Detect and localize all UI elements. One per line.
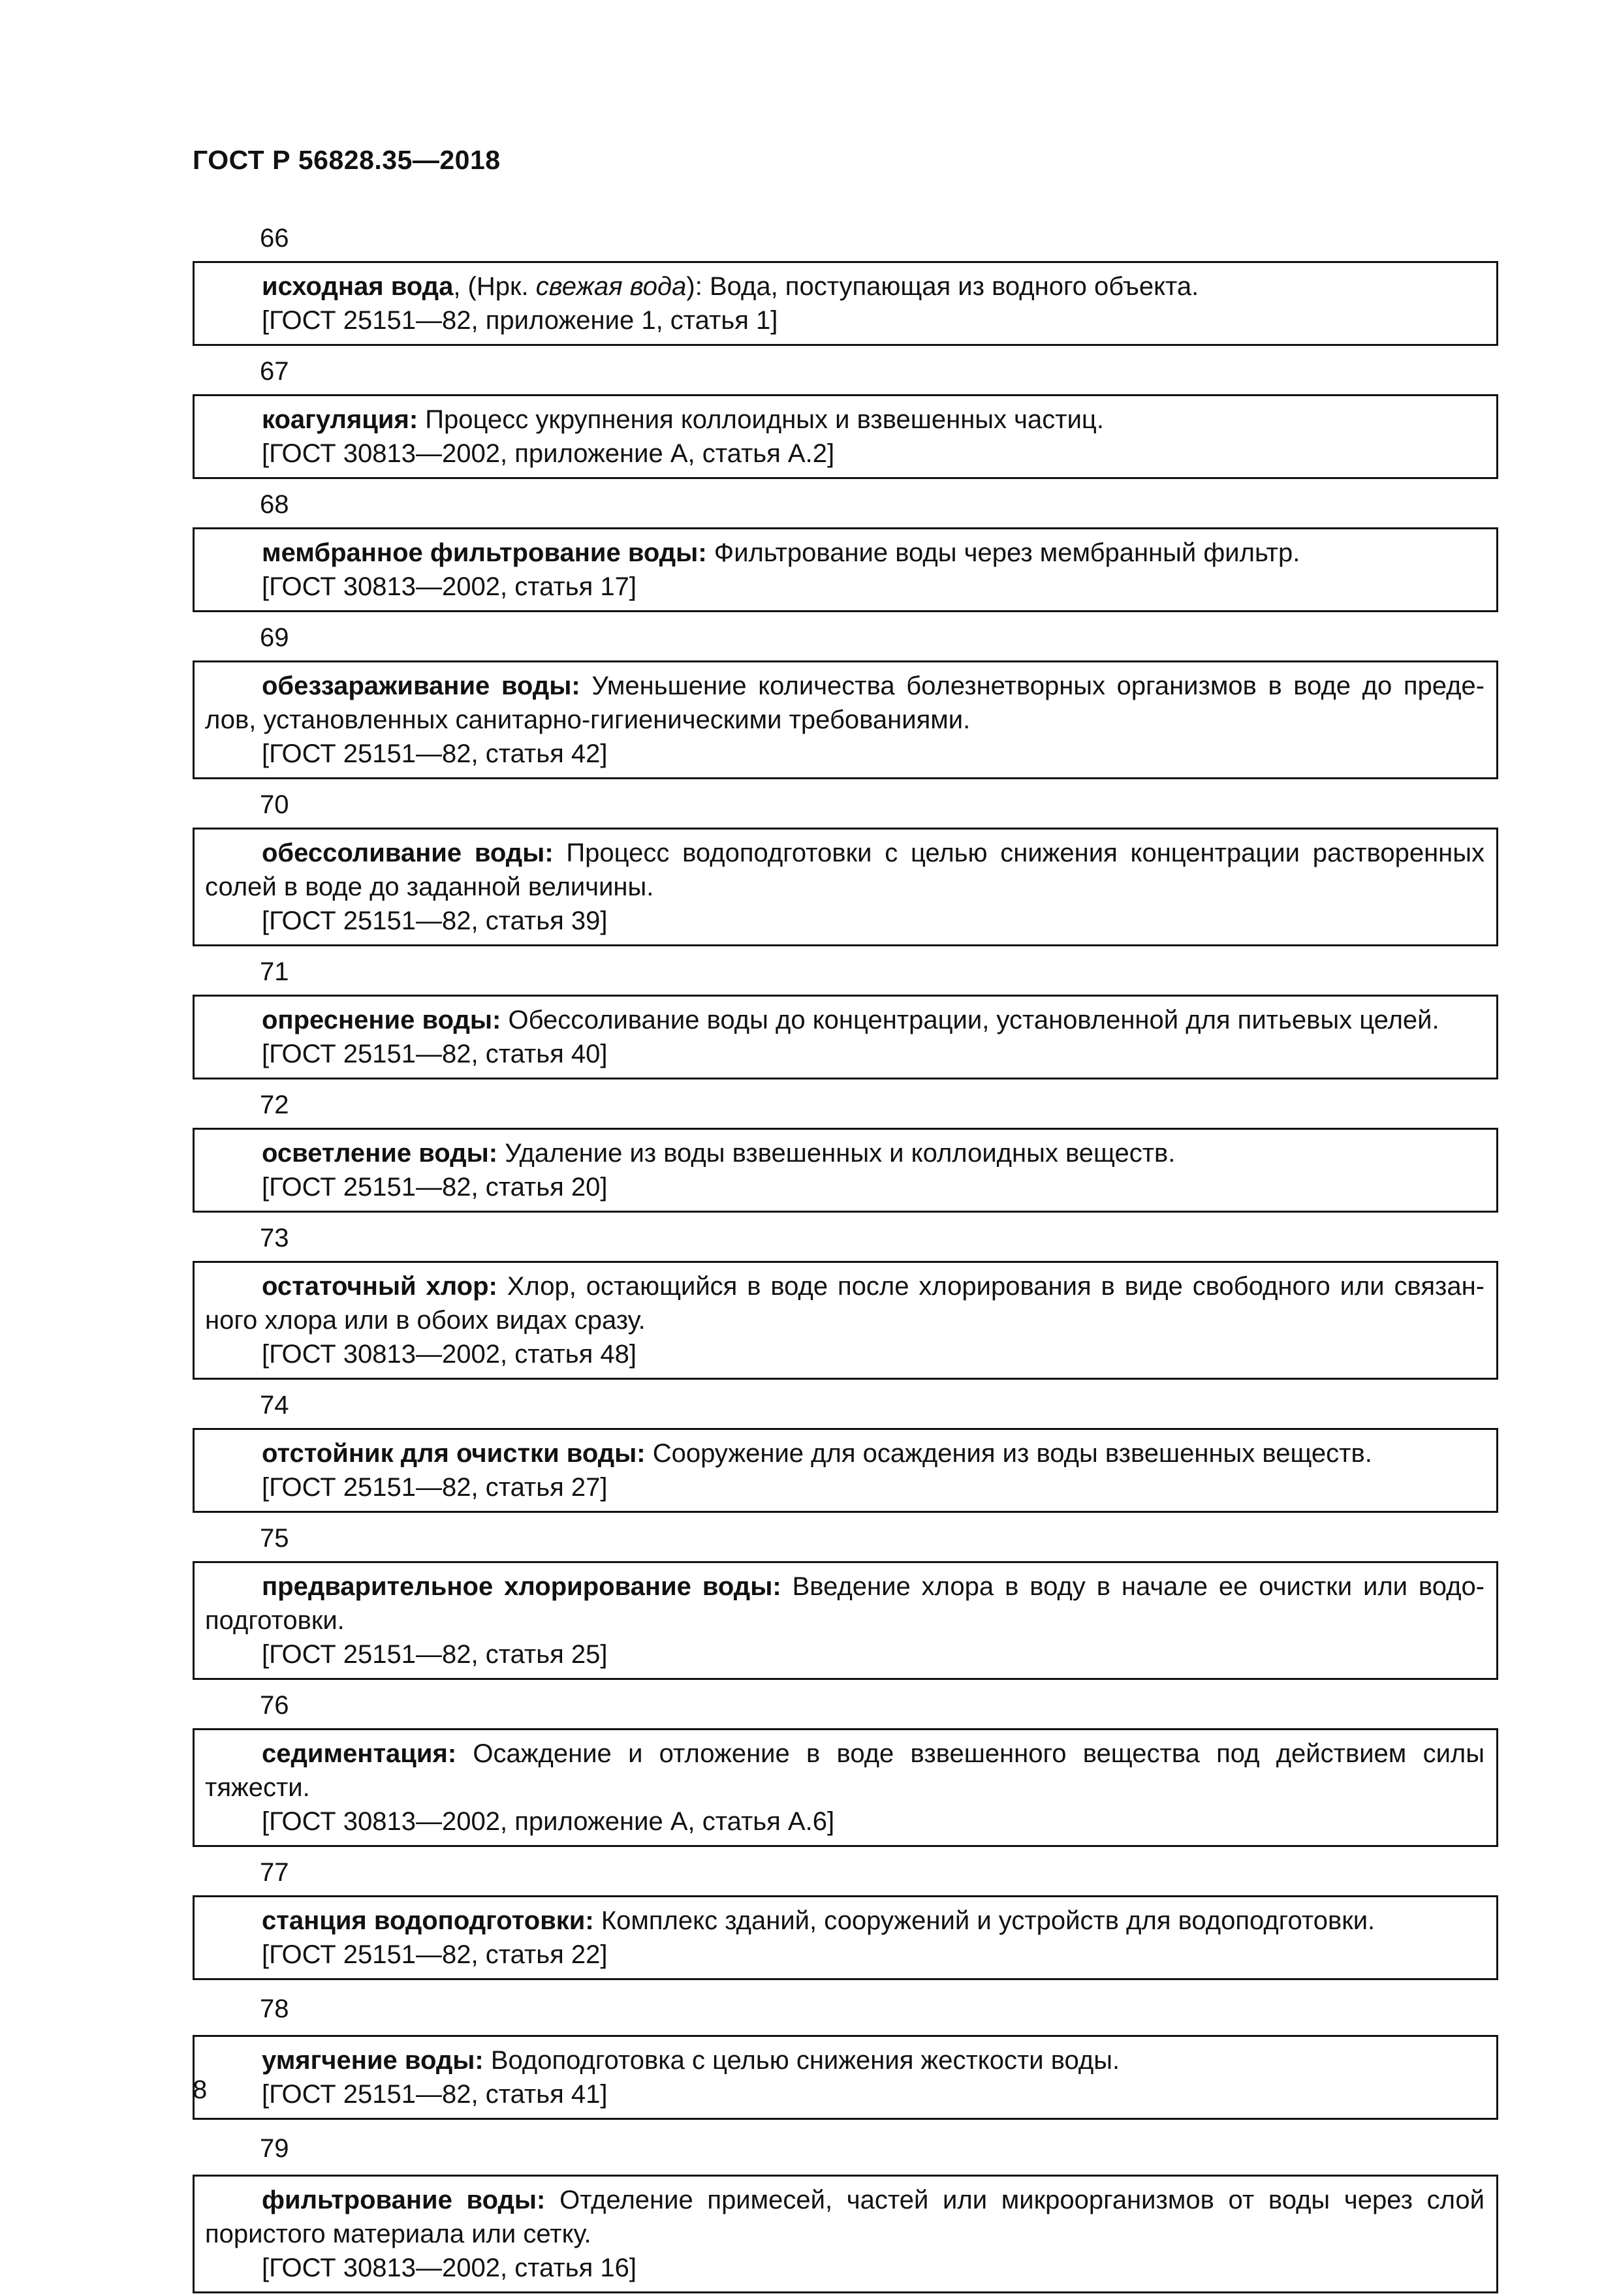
term-number: 74 [260, 1391, 289, 1419]
term-source: [ГОСТ 30813—2002, статья 16] [262, 2254, 637, 2282]
term-definition-box [193, 2035, 1498, 2120]
term-entry [193, 615, 1498, 779]
term-name: обессоливание воды: [262, 839, 554, 867]
term-entry [193, 782, 1498, 946]
term-definition-box [193, 995, 1498, 1079]
term-definition: обеззараживание воды: Уменьшение количества болезнетворных организмов в воде до преде-лов, установленных санитарно-гигиеническими требованиями. [205, 672, 1485, 734]
term-source: [ГОСТ 25151—82, приложение 1, статья 1] [262, 306, 778, 335]
term-entry [193, 1983, 1498, 2120]
term-entry [193, 1215, 1498, 1380]
term-source: [ГОСТ 25151—82, статья 20] [262, 1173, 608, 1202]
term-entry [193, 2122, 1498, 2293]
term-source: [ГОСТ 25151—82, статья 22] [262, 1940, 608, 1969]
term-number: 79 [260, 2134, 289, 2163]
term-definition-box [193, 1728, 1498, 1847]
term-number: 77 [260, 1858, 289, 1887]
term-name: обеззараживание воды: [262, 672, 580, 700]
term-source: [ГОСТ 25151—82, статья 27] [262, 1473, 608, 1502]
term-definition: седиментация: Осаждение и отложение в воде взвешенного вещества под действием силы тяжести. [205, 1739, 1485, 1802]
term-definition-box [193, 2175, 1498, 2293]
term-name: коагуляция: [262, 405, 418, 434]
term-name: умягчение воды: [262, 2046, 484, 2075]
term-entry [193, 1850, 1498, 1980]
term-source: [ГОСТ 25151—82, статья 40] [262, 1040, 608, 1068]
term-definition-box [193, 1428, 1498, 1513]
term-name: предварительное хлорирование воды: [262, 1572, 781, 1601]
term-definition: опреснение воды: Обессоливание воды до концентрации, установленной для питьевых целей. [262, 1006, 1439, 1034]
term-definition: исходная вода, (Нрк. свежая вода): Вода, поступающая из водного объекта. [262, 272, 1199, 301]
term-entry [193, 1382, 1498, 1513]
term-number: 68 [260, 490, 289, 519]
deprecated-term: свежая вода [535, 272, 687, 301]
term-definition: умягчение воды: Водоподготовка с целью снижения жесткости воды. [262, 2046, 1120, 2075]
term-name: отстойник для очистки воды: [262, 1439, 646, 1468]
term-definition-box [193, 660, 1498, 779]
term-source: [ГОСТ 25151—82, статья 25] [262, 1640, 608, 1669]
term-number: 75 [260, 1524, 289, 1553]
term-definition-box [193, 394, 1498, 479]
term-source: [ГОСТ 30813—2002, приложение А, статья А.6] [262, 1807, 835, 1836]
term-name: опреснение воды: [262, 1006, 501, 1034]
term-number: 73 [260, 1224, 289, 1252]
term-entry [193, 215, 1498, 346]
term-definition-box [193, 1561, 1498, 1680]
term-entry [193, 1515, 1498, 1680]
term-entry [193, 1082, 1498, 1213]
term-definition: фильтрование воды: Отделение примесей, частей или микроорганизмов от воды через слой пористого материала или сетку. [205, 2186, 1485, 2248]
term-definition: остаточный хлор: Хлор, остающийся в воде после хлорирования в виде свободного или связан-ного хлора или в обоих видах сразу. [205, 1272, 1485, 1335]
term-definition-box [193, 828, 1498, 946]
term-definition-box [193, 1261, 1498, 1380]
term-definition-box [193, 527, 1498, 612]
term-source: [ГОСТ 30813—2002, статья 48] [262, 1340, 637, 1369]
term-number: 72 [260, 1091, 289, 1119]
term-source: [ГОСТ 25151—82, статья 39] [262, 907, 608, 935]
term-number: 70 [260, 790, 289, 819]
term-definition-box [193, 1895, 1498, 1980]
term-definition-box [193, 1128, 1498, 1213]
term-number: 66 [260, 224, 289, 253]
term-number: 76 [260, 1691, 289, 1720]
term-definition: предварительное хлорирование воды: Введение хлора в воду в начале ее очистки или водо-подготовки. [205, 1572, 1485, 1635]
term-name: фильтрование воды: [262, 2186, 546, 2214]
term-name: мембранное фильтрование воды: [262, 538, 707, 567]
term-number: 71 [260, 957, 289, 986]
term-entry [193, 949, 1498, 1079]
term-definition-box [193, 261, 1498, 346]
term-source: [ГОСТ 30813—2002, статья 17] [262, 572, 637, 601]
term-entry [193, 349, 1498, 479]
term-entry [193, 1683, 1498, 1847]
term-definition: коагуляция: Процесс укрупнения коллоидных и взвешенных частиц. [262, 405, 1104, 434]
term-source: [ГОСТ 25151—82, статья 42] [262, 739, 608, 768]
terms-list [193, 215, 1498, 2296]
document-header: ГОСТ Р 56828.35—2018 [193, 145, 501, 175]
term-name: исходная вода [262, 272, 454, 301]
term-name: осветление воды: [262, 1139, 498, 1168]
term-name: остаточный хлор: [262, 1272, 497, 1301]
term-name: седиментация: [262, 1739, 457, 1768]
term-definition: осветление воды: Удаление из воды взвешенных и коллоидных веществ. [262, 1139, 1176, 1168]
page-number: 8 [193, 2075, 208, 2104]
term-definition: обессоливание воды: Процесс водоподготовки с целью снижения концентрации растворенных солей в воде до заданной величины. [205, 839, 1485, 901]
term-number: 69 [260, 623, 289, 652]
term-number: 67 [260, 357, 289, 386]
term-definition: мембранное фильтрование воды: Фильтрование воды через мембранный фильтр. [262, 538, 1300, 567]
term-definition: отстойник для очистки воды: Сооружение для осаждения из воды взвешенных веществ. [262, 1439, 1372, 1468]
term-source: [ГОСТ 30813—2002, приложение А, статья А.2] [262, 439, 835, 468]
term-number: 78 [260, 1994, 289, 2023]
term-definition: станция водоподготовки: Комплекс зданий, сооружений и устройств для водоподготовки. [262, 1906, 1375, 1935]
term-entry [193, 482, 1498, 612]
term-source: [ГОСТ 25151—82, статья 41] [262, 2080, 608, 2109]
term-name: станция водоподготовки: [262, 1906, 594, 1935]
